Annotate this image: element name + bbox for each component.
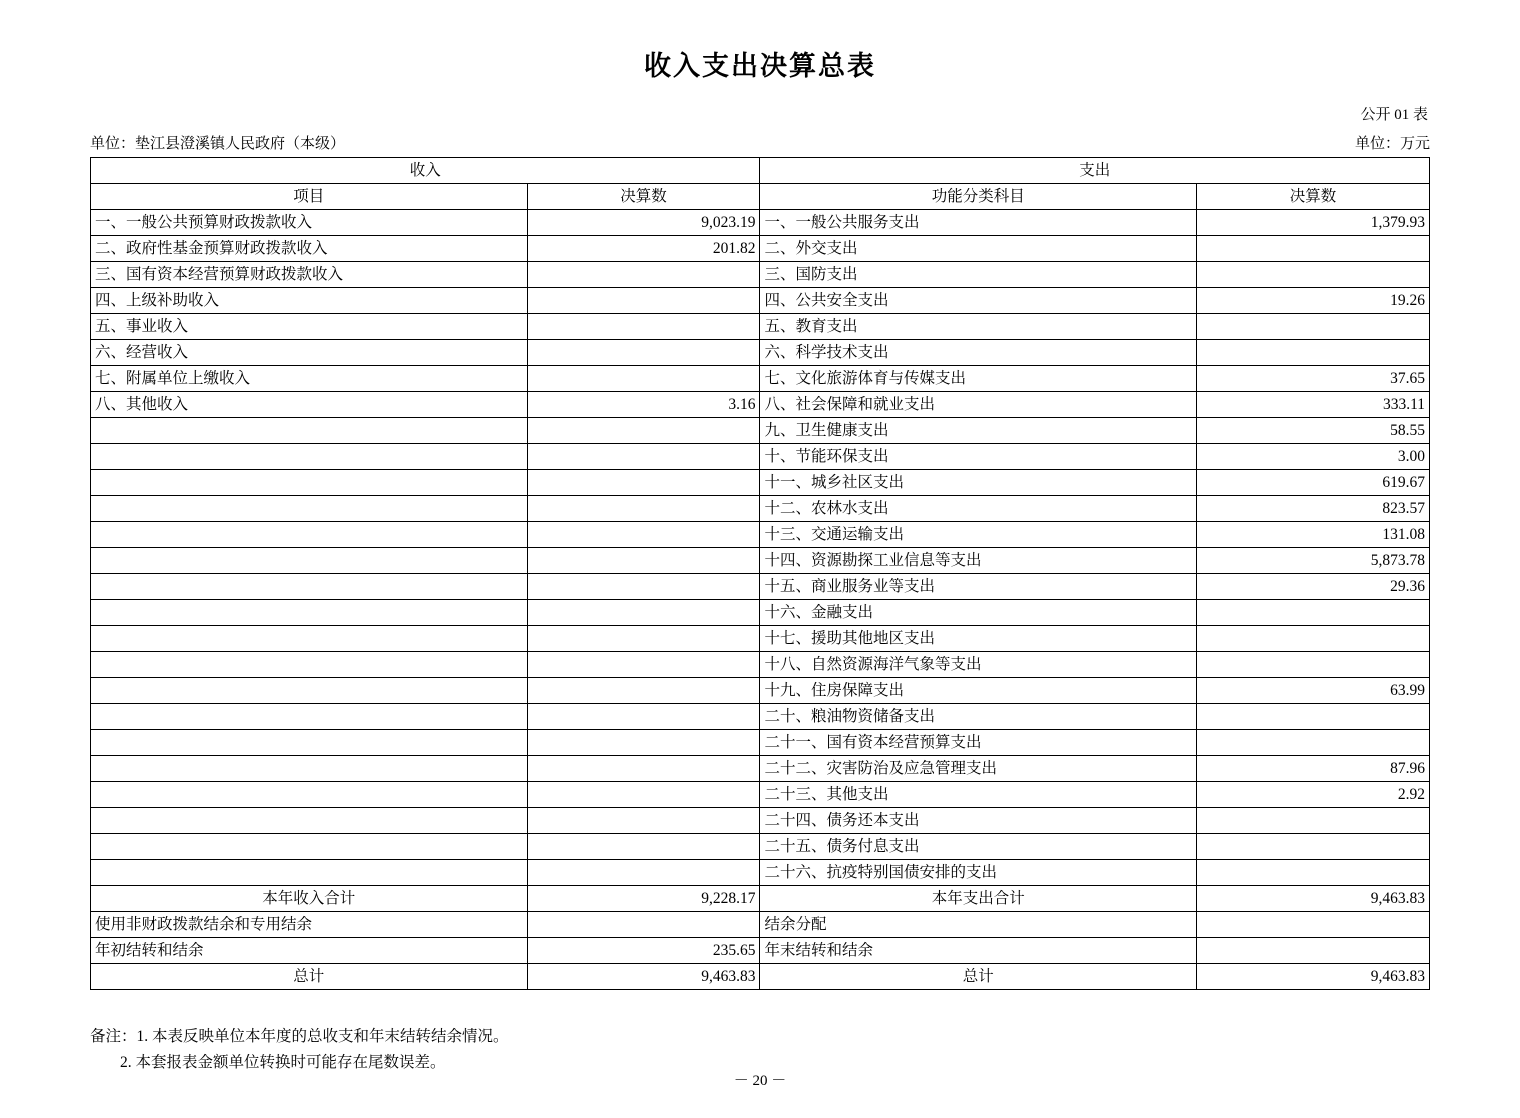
note-line-2: 2. 本套报表金额单位转换时可能存在尾数误差。 — [120, 1054, 446, 1071]
expense-item-label: 一、一般公共服务支出 — [760, 210, 1197, 236]
summary-expense-label: 总计 — [760, 964, 1197, 990]
unit-measure: 单位：万元 — [1354, 136, 1430, 152]
expense-item-label: 五、教育支出 — [760, 314, 1197, 340]
table-header — [91, 158, 1430, 210]
table-row — [91, 496, 1430, 522]
table-row — [91, 340, 1430, 366]
expense-item-amount — [1196, 730, 1429, 756]
summary-expense-amount: 9,463.83 — [1196, 886, 1429, 912]
table-row — [91, 834, 1430, 860]
expense-item-label: 十一、城乡社区支出 — [760, 470, 1197, 496]
summary-expense-amount: 9,463.83 — [1196, 964, 1429, 990]
income-item-label — [91, 652, 528, 678]
column-header-expense-item: 功能分类科目 — [760, 184, 1197, 210]
income-item-amount — [527, 730, 760, 756]
expense-item-amount — [1196, 626, 1429, 652]
summary-expense-label: 年末结转和结余 — [760, 938, 1197, 964]
summary-income-amount: 235.65 — [527, 938, 760, 964]
expense-item-label: 十九、住房保障支出 — [760, 678, 1197, 704]
expense-item-label: 二十四、债务还本支出 — [760, 808, 1197, 834]
income-item-amount — [527, 756, 760, 782]
summary-income-label: 使用非财政拨款结余和专用结余 — [91, 912, 528, 938]
income-item-label: 三、国有资本经营预算财政拨款收入 — [91, 262, 528, 288]
expense-item-amount: 131.08 — [1196, 522, 1429, 548]
expense-item-label: 四、公共安全支出 — [760, 288, 1197, 314]
income-item-amount — [527, 418, 760, 444]
table-row — [91, 548, 1430, 574]
income-item-label: 一、一般公共预算财政拨款收入 — [91, 210, 528, 236]
table-summary-row — [91, 938, 1430, 964]
expense-item-amount — [1196, 860, 1429, 886]
expense-item-label: 十八、自然资源海洋气象等支出 — [760, 652, 1197, 678]
expense-item-label: 二十、粮油物资储备支出 — [760, 704, 1197, 730]
expense-item-amount: 619.67 — [1196, 470, 1429, 496]
income-item-label — [91, 704, 528, 730]
income-item-label — [91, 574, 528, 600]
income-item-label — [91, 496, 528, 522]
expense-item-label: 二十六、抗疫特别国债安排的支出 — [760, 860, 1197, 886]
unit-name: 单位：垫江县澄溪镇人民政府（本级） — [90, 136, 346, 152]
note-line-1: 备注：1. 本表反映单位本年度的总收支和年末结转结余情况。 — [90, 1028, 509, 1045]
income-item-label — [91, 600, 528, 626]
table-row — [91, 522, 1430, 548]
income-item-amount — [527, 574, 760, 600]
table-summary-row — [91, 912, 1430, 938]
expense-item-label: 八、社会保障和就业支出 — [760, 392, 1197, 418]
income-item-label — [91, 756, 528, 782]
expense-item-label: 十六、金融支出 — [760, 600, 1197, 626]
expense-item-label: 七、文化旅游体育与传媒支出 — [760, 366, 1197, 392]
income-item-label — [91, 548, 528, 574]
income-item-label — [91, 444, 528, 470]
expense-item-label: 三、国防支出 — [760, 262, 1197, 288]
table-summary-row — [91, 886, 1430, 912]
expense-item-label: 十四、资源勘探工业信息等支出 — [760, 548, 1197, 574]
table-row — [91, 210, 1430, 236]
income-item-label — [91, 678, 528, 704]
income-item-amount — [527, 496, 760, 522]
summary-expense-amount — [1196, 938, 1429, 964]
expense-item-amount: 63.99 — [1196, 678, 1429, 704]
income-item-label — [91, 522, 528, 548]
table-row — [91, 574, 1430, 600]
table-row — [91, 288, 1430, 314]
expense-item-label: 十七、援助其他地区支出 — [760, 626, 1197, 652]
income-item-label: 四、上级补助收入 — [91, 288, 528, 314]
summary-income-label: 总计 — [91, 964, 528, 990]
column-header-income-item: 项目 — [91, 184, 528, 210]
table-row — [91, 314, 1430, 340]
expense-item-amount: 19.26 — [1196, 288, 1429, 314]
expense-item-amount: 1,379.93 — [1196, 210, 1429, 236]
table-row — [91, 782, 1430, 808]
income-item-amount — [527, 678, 760, 704]
income-item-amount — [527, 860, 760, 886]
sheet-number: 公开 01 表 — [1360, 107, 1428, 123]
group-header-expense: 支出 — [760, 158, 1430, 184]
expense-item-label: 二十三、其他支出 — [760, 782, 1197, 808]
table-row — [91, 678, 1430, 704]
page-number: － 20 － — [733, 1073, 787, 1089]
table-row — [91, 418, 1430, 444]
income-item-amount — [527, 704, 760, 730]
expense-item-amount: 3.00 — [1196, 444, 1429, 470]
page-title: 收入支出决算总表 — [644, 51, 876, 81]
summary-income-amount: 9,228.17 — [527, 886, 760, 912]
income-item-amount — [527, 314, 760, 340]
expense-item-amount: 2.92 — [1196, 782, 1429, 808]
expense-item-amount — [1196, 262, 1429, 288]
table-row — [91, 444, 1430, 470]
income-item-label: 七、附属单位上缴收入 — [91, 366, 528, 392]
income-item-amount — [527, 652, 760, 678]
income-item-amount — [527, 522, 760, 548]
summary-expense-amount — [1196, 912, 1429, 938]
table-row — [91, 860, 1430, 886]
income-item-amount — [527, 444, 760, 470]
expense-item-label: 二十一、国有资本经营预算支出 — [760, 730, 1197, 756]
table-row — [91, 392, 1430, 418]
expense-item-label: 二十五、债务付息支出 — [760, 834, 1197, 860]
table-summary — [91, 886, 1430, 990]
expense-item-amount — [1196, 314, 1429, 340]
income-item-label — [91, 470, 528, 496]
expense-item-amount — [1196, 808, 1429, 834]
column-header-expense-amount: 决算数 — [1196, 184, 1429, 210]
expense-item-label: 二、外交支出 — [760, 236, 1197, 262]
summary-income-label: 本年收入合计 — [91, 886, 528, 912]
income-item-amount: 3.16 — [527, 392, 760, 418]
income-item-amount — [527, 340, 760, 366]
income-item-amount — [527, 808, 760, 834]
expense-item-amount: 37.65 — [1196, 366, 1429, 392]
column-header-row — [91, 184, 1430, 210]
table-row — [91, 600, 1430, 626]
summary-income-label: 年初结转和结余 — [91, 938, 528, 964]
expense-item-amount: 333.11 — [1196, 392, 1429, 418]
income-item-amount — [527, 288, 760, 314]
summary-expense-label: 本年支出合计 — [760, 886, 1197, 912]
expense-item-label: 十二、农林水支出 — [760, 496, 1197, 522]
expense-item-amount: 58.55 — [1196, 418, 1429, 444]
expense-item-amount: 823.57 — [1196, 496, 1429, 522]
expense-item-amount — [1196, 704, 1429, 730]
expense-item-amount: 5,873.78 — [1196, 548, 1429, 574]
group-header-row — [91, 158, 1430, 184]
table-row — [91, 730, 1430, 756]
income-item-label — [91, 626, 528, 652]
expense-item-amount — [1196, 834, 1429, 860]
income-item-amount — [527, 782, 760, 808]
table-row — [91, 470, 1430, 496]
table-body — [91, 210, 1430, 886]
summary-income-amount: 9,463.83 — [527, 964, 760, 990]
table-row — [91, 236, 1430, 262]
table-row — [91, 626, 1430, 652]
table-row — [91, 366, 1430, 392]
income-item-label: 六、经营收入 — [91, 340, 528, 366]
income-item-amount — [527, 834, 760, 860]
expense-item-label: 六、科学技术支出 — [760, 340, 1197, 366]
expense-item-label: 十五、商业服务业等支出 — [760, 574, 1197, 600]
expense-item-amount — [1196, 652, 1429, 678]
document-page — [0, 44, 1520, 1118]
income-item-amount — [527, 366, 760, 392]
income-item-label — [91, 860, 528, 886]
table-row — [91, 262, 1430, 288]
expense-item-amount — [1196, 236, 1429, 262]
column-header-income-amount: 决算数 — [527, 184, 760, 210]
expense-item-label: 十、节能环保支出 — [760, 444, 1197, 470]
income-item-amount: 201.82 — [527, 236, 760, 262]
income-item-label: 二、政府性基金预算财政拨款收入 — [91, 236, 528, 262]
income-item-label — [91, 834, 528, 860]
expense-item-amount — [1196, 340, 1429, 366]
expense-item-label: 九、卫生健康支出 — [760, 418, 1197, 444]
expense-item-amount — [1196, 600, 1429, 626]
table-summary-row — [91, 964, 1430, 990]
income-item-label — [91, 782, 528, 808]
meta-row — [90, 132, 1430, 153]
group-header-income: 收入 — [91, 158, 760, 184]
expense-item-amount: 87.96 — [1196, 756, 1429, 782]
income-item-label — [91, 730, 528, 756]
income-item-amount — [527, 600, 760, 626]
summary-income-amount — [527, 912, 760, 938]
expense-item-label: 二十二、灾害防治及应急管理支出 — [760, 756, 1197, 782]
table-row — [91, 652, 1430, 678]
income-item-amount — [527, 470, 760, 496]
income-item-amount: 9,023.19 — [527, 210, 760, 236]
budget-table — [90, 157, 1430, 990]
income-item-amount — [527, 548, 760, 574]
income-item-label: 五、事业收入 — [91, 314, 528, 340]
table-row — [91, 704, 1430, 730]
income-item-amount — [527, 262, 760, 288]
income-item-label — [91, 808, 528, 834]
expense-item-label: 十三、交通运输支出 — [760, 522, 1197, 548]
summary-expense-label: 结余分配 — [760, 912, 1197, 938]
table-row — [91, 756, 1430, 782]
income-item-label: 八、其他收入 — [91, 392, 528, 418]
income-item-label — [91, 418, 528, 444]
income-item-amount — [527, 626, 760, 652]
expense-item-amount: 29.36 — [1196, 574, 1429, 600]
table-row — [91, 808, 1430, 834]
